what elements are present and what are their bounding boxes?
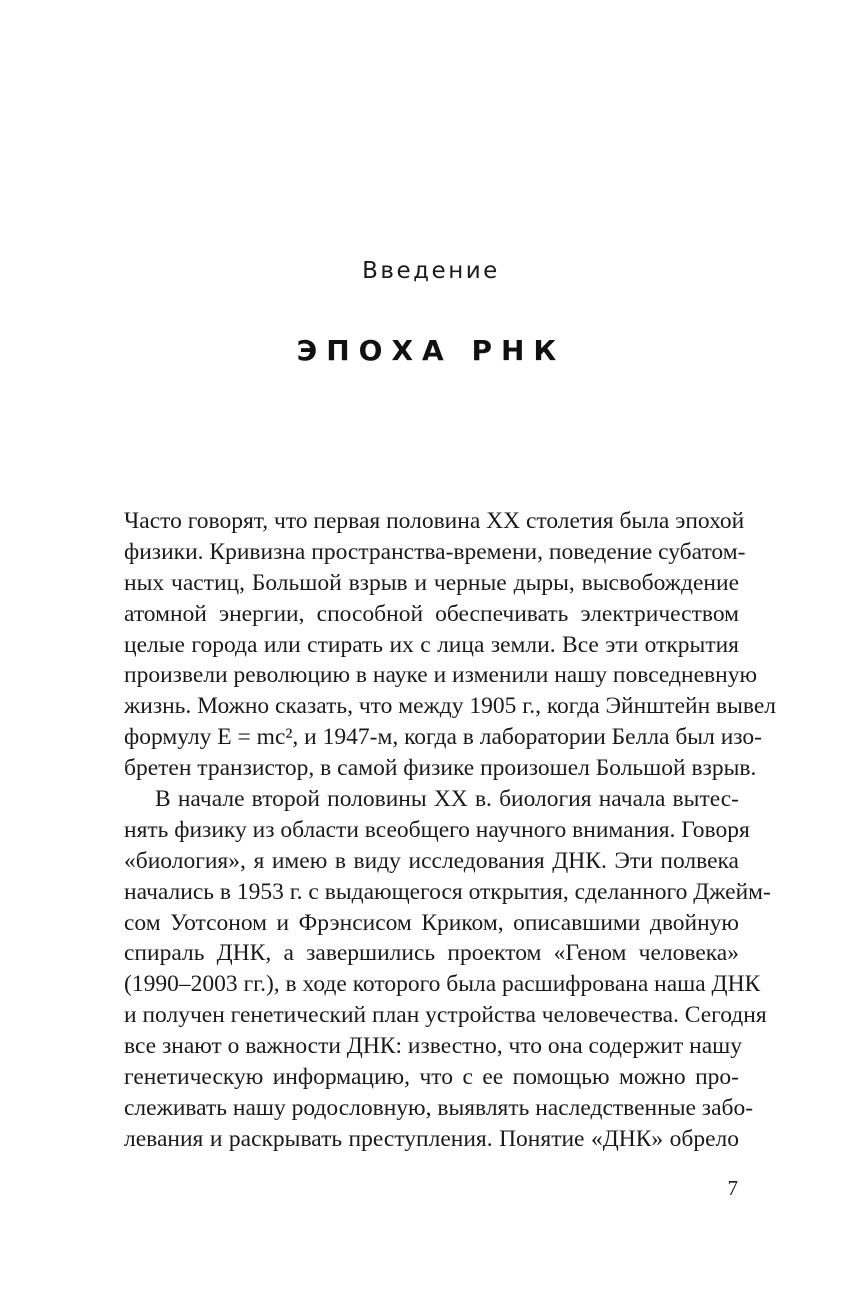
body-text [124,506,777,1155]
text-line: ных частиц, Большой взрыв и черные дыры, высвобождение [124,569,739,596]
text-line: слеживать нашу родословную, выявлять наследственные забо- [124,1094,754,1121]
text-line: и получен генетический план устройства человечества. Сегодня [124,1002,767,1029]
text-line: сом Уотсоном и Фрэнсисом Криком, описавшими двойную [124,909,739,936]
text-line: целые города или стирать их с лица земли. Все эти открытия [124,631,739,658]
text-line: все знают о важности ДНК: известно, что она содержит нашу [124,1033,742,1060]
text-line: произвели революцию в науке и изменили нашу повседневную [124,662,757,689]
text-line: бретен транзистор, в самой физике произошел Большой взрыв. [124,755,757,782]
text-line: Часто говорят, что первая половина XX столетия была эпохой [124,508,745,534]
text-line: левания и раскрывать преступления. Понятие «ДНК» обрело [124,1125,739,1152]
text-line: формулу E = mc², и 1947-м, когда в лаборатории Белла был изо- [124,724,762,751]
chapter-label: Введение [362,258,500,284]
text-line: физики. Кривизна пространства-времени, поведение субатом- [124,538,746,565]
text-line: атомной энергии, способной обеспечивать электричеством [124,600,739,627]
text-line: генетическую информацию, что с ее помощью можно про- [124,1064,739,1091]
text-line: «биология», я имею в виду исследования ДНК. Эти полвека [124,847,739,874]
text-line: (1990–2003 гг.), в ходе которого была расшифрована наша ДНК [124,971,761,998]
text-line: начались в 1953 г. с выдающегося открытия, сделанного Джейм- [124,878,771,905]
page-number: 7 [727,1176,738,1200]
text-line: жизнь. Можно сказать, что между 1905 г., когда Эйнштейн вывел [124,693,777,720]
chapter-title: ЭПОХА РНК [296,334,566,367]
text-line: В начале второй половины XX в. биология начала вытес- [155,786,739,813]
text-line: спираль ДНК, а завершились проектом «Геном человека» [124,940,739,967]
text-line: нять физику из области всеобщего научного внимания. Говоря [124,816,750,843]
